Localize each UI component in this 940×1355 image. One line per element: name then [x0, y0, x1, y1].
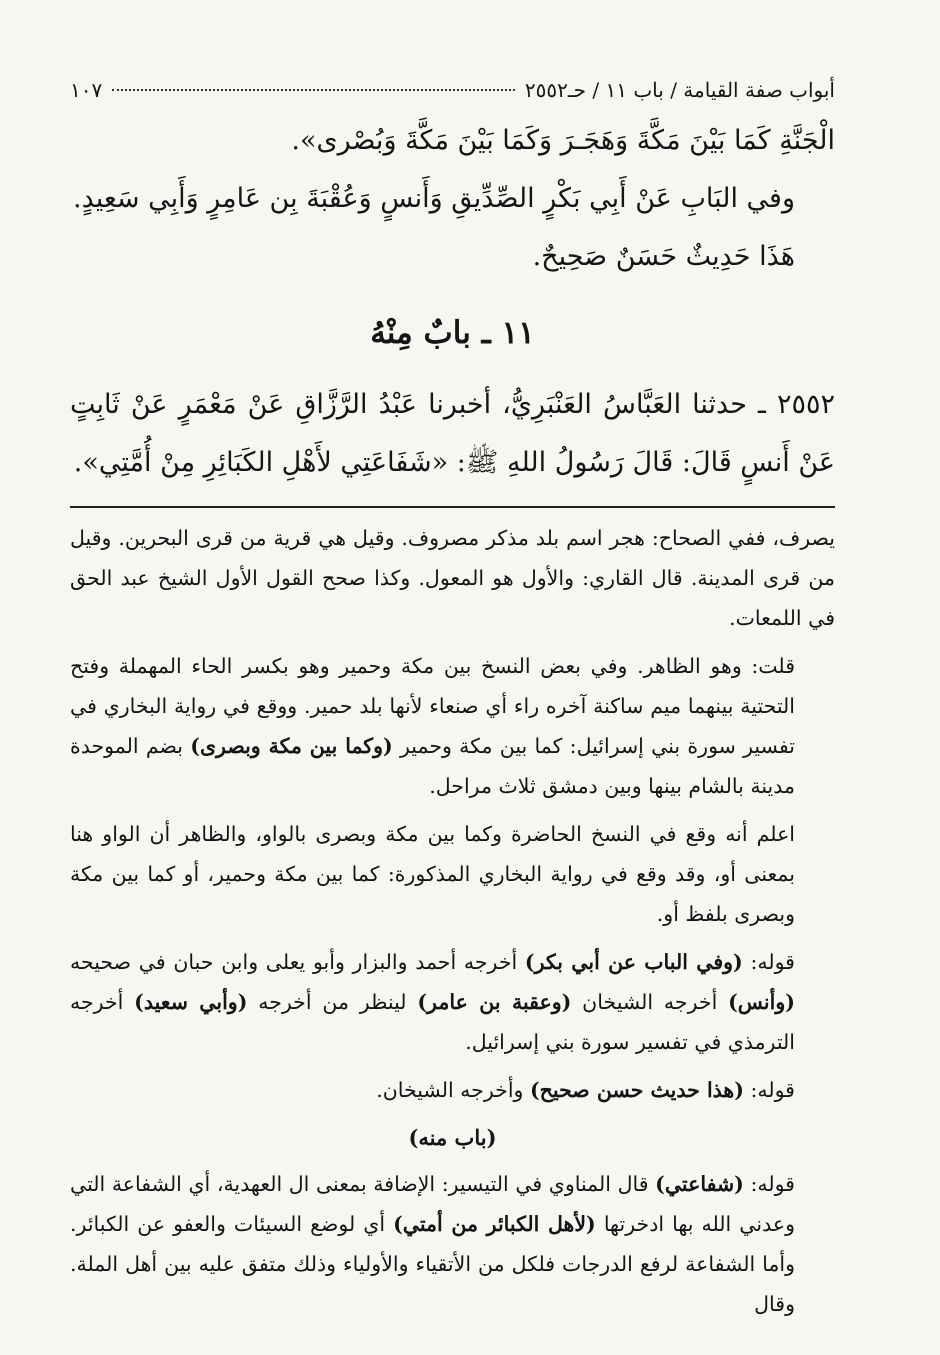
book-page [70, 78, 835, 1338]
commentary-sub-heading: (باب منه) [408, 1125, 497, 1150]
commentary-text: أخرجه أحمد والبزار وأبو يعلى وابن حبان في صحيحه [70, 950, 518, 974]
commentary-text: أي لوضع السيئات والعفو عن الكبائر. وأما الشفاعة لرفع الدرجات فلكل من الأتقياء والأولياء وذلك متفق عليه بين أهل الملة. وقال [70, 1212, 795, 1316]
commentary-text: وأخرجه الشيخان. [376, 1078, 524, 1102]
commentary-text: قوله: [750, 1078, 795, 1102]
commentary-paragraph-3: اعلم أنه وقع في النسخ الحاضرة وكما بين مكة وبصرى بالواو، والظاهر أن الواو هنا بمعنى أو، وقد وقع في رواية البخاري المذكورة: كما بين مكة وحمير، أو كما بين مكة وبصرى بلفظ أو. [70, 822, 795, 926]
leader-dots [112, 89, 515, 91]
main-line-2: وفي البَابِ عَنْ أَبِي بَكْرٍ الصِّدِّيقِ وَأَنسٍ وَعُقْبَةَ بِن عَامِرٍ وَأَبِي سَعِيدٍ. [72, 183, 795, 214]
commentary [70, 518, 835, 1324]
commentary-paragraph-4 [70, 942, 835, 1062]
commentary-quote: (وكما بين مكة وبصرى) [190, 734, 393, 758]
commentary-paragraph-5 [70, 1070, 835, 1110]
commentary-quote: (وفي الباب عن أبي بكر) [524, 950, 743, 974]
main-line-3: هَذَا حَدِيثٌ حَسَنٌ صَحِيحٌ. [532, 241, 795, 272]
commentary-quote: (وأنس) [728, 990, 795, 1014]
commentary-text: قلت: وهو الظاهر. وفي بعض النسخ بين مكة وحمير وهو بكسر الحاء المهملة وفتح التحتية بينهما ميم ساكنة آخره راء أي صنعاء لأنها بلد حمير. ووقع في رواية البخاري في تفسير سورة بني إسرائيل: كما بين مكة وحمير [70, 654, 795, 758]
commentary-quote: (هذا حديث حسن صحيح) [529, 1078, 744, 1102]
commentary-quote: (وعقبة بن عامر) [417, 990, 572, 1014]
commentary-paragraph-6 [70, 1164, 835, 1324]
main-line-1: الْجَنَّةِ كَمَا بَيْنَ مَكَّةَ وَهَجَـرَ وَكَمَا بَيْنَ مَكَّةَ وَبُصْرى». [291, 125, 835, 156]
commentary-quote: (وأبي سعيد) [134, 990, 248, 1014]
commentary-text: قوله: [750, 1172, 795, 1196]
page-number: ١٠٧ [70, 78, 103, 102]
commentary-quote: (لأهل الكبائر من أمتي) [393, 1212, 596, 1236]
commentary-text: قال المناوي في التيسير: الإضافة بمعنى ال العهدية، أي الشفاعة التي وعدني الله بها ادخرتها [70, 1172, 795, 1236]
commentary-paragraph-1: يصرف، ففي الصحاح: هجر اسم بلد مذكر مصروف. وقيل هي قرية من قرى البحرين. وقيل من قرى المدينة. قال القاري: والأول هو المعول. وكذا صحح القول الأول الشيخ عبد الحق في اللمعات. [70, 526, 835, 630]
commentary-text: قوله: [750, 950, 795, 974]
commentary-text: بضم الموحدة مدينة بالشام بينها وبين دمشق ثلاث مراحل. [70, 734, 795, 798]
commentary-text: لينظر من أخرجه [258, 990, 407, 1014]
running-title: أبواب صفة القيامة / باب ١١ / حـ٢٥٥٢ [524, 78, 835, 102]
commentary-quote: (شفاعتي) [655, 1172, 744, 1196]
running-header [70, 78, 835, 112]
commentary-paragraph-2 [70, 646, 835, 806]
chapter-title: ١١ ـ بابٌ مِنْهُ [370, 315, 535, 351]
commentary-text: أخرجه الشيخان [582, 990, 718, 1014]
hadith-2552: ٢٥٥٢ ـ حدثنا العَبَّاسُ العَنْبَرِيُّ، أخبرنا عَبْدُ الرَّزَّاقِ عَنْ مَعْمَرٍ عَنْ ثَابِتٍ عَنْ أَنسٍ قَالَ: قَالَ رَسُولُ اللهِ ﷺ: «شَفَاعَتِي لأَهْلِ الكَبَائِرِ مِنْ أُمَّتِي». [70, 389, 835, 478]
main-hadith-text [70, 112, 835, 492]
footnote-separator [70, 506, 835, 508]
commentary-text: أخرجه الترمذي في تفسير سورة بني إسرائيل. [70, 990, 795, 1054]
